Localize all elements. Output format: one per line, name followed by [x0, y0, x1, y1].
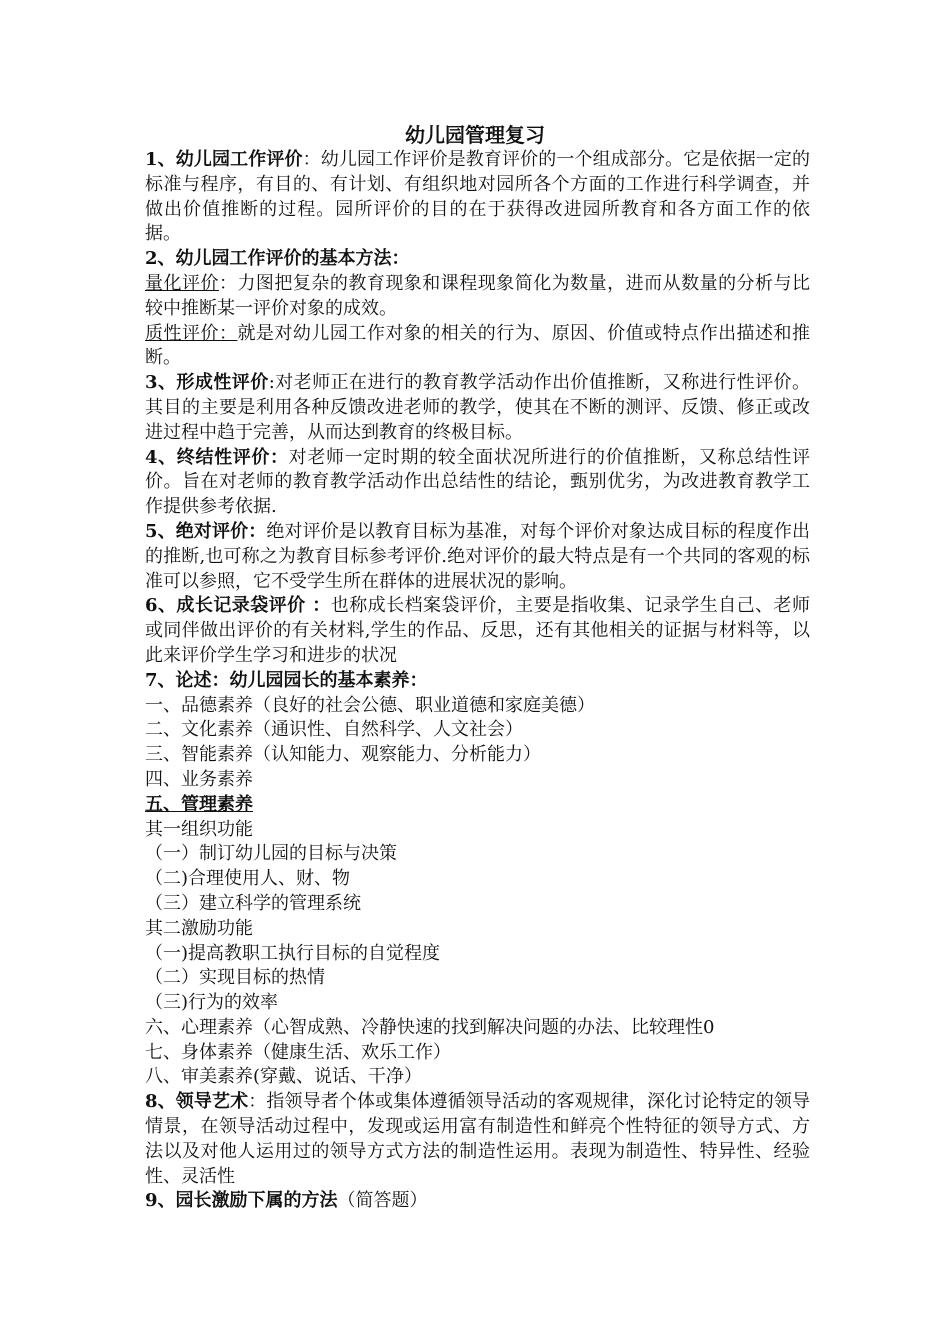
qualitative-label: 质性评价： [145, 322, 238, 344]
quantitative-text: ：力图把复杂的教育现象和课程现象简化为数量，进而从数量的分析与比较中推断某一评价对象的成效。 [145, 272, 811, 319]
section-9-text: （简答题） [337, 1190, 428, 1212]
qualitative-text: 就是对幼儿园工作对象的相关的行为、原因、价值或特点作出描述和推断。 [145, 322, 811, 369]
section-9-heading: 9、园长激励下属的方法 [145, 1190, 338, 1212]
list-item: （二)合理使用人、财、物 [145, 868, 351, 890]
section-8 [145, 1090, 810, 1189]
list-item: 四、业务素养 [145, 768, 253, 790]
section-4-text: 对老师一定时期的较全面状况所进行的价值推断，又称总结性评价。旨在对老师的教育教学活动作出总结性的结论，甄别优劣，为改进教育教学工作提供参考依据. [145, 446, 811, 518]
section-2-heading: 2、幼儿园工作评价的基本方法： [145, 248, 410, 270]
section-8-heading: 8、领导艺术 [145, 1091, 249, 1113]
page-title: 幼儿园管理复习 [405, 123, 545, 147]
section-5-text: 绝对评价是以教育目标为基准，对每个评价对象达成目标的程度作出的推断,也可称之为教育目标参考评价.绝对评价的最大特点是有一个共同的客观的标准可以参照，它不受学生所在群体的进展状况的影响。 [145, 520, 811, 592]
section-1-text: ：幼儿园工作评价是教育评价的一个组成部分。它是依据一定的标准与程序，有目的、有计划、有组织地对园所各个方面的工作进行科学调查，并做出价值推断的过程。园所评价的目的在于获得改进园所教育和各方面工作的依据。 [145, 149, 811, 245]
section-7-heading: 7、论述：幼儿园园长的基本素养： [145, 669, 428, 691]
list-item: 六、心理素养（心智成熟、冷静快速的找到解决问题的办法、比较理性0 [145, 1016, 715, 1038]
section-9 [145, 1189, 810, 1214]
list-item: （一）制订幼儿园的目标与决策 [145, 843, 397, 865]
list-item: 其一组织功能 [145, 818, 253, 840]
list-item: 其二激励功能 [145, 917, 253, 939]
list-item: （二）实现目标的热情 [145, 967, 325, 989]
list-item: 三、智能素养（认知能力、观察能力、分析能力） [145, 744, 541, 766]
section-8-text: ：指领导者个体或集体遵循领导活动的客观规律，深化讨论特定的领导情景，在领导活动过程中，发现或运用富有制造性和鲜亮个性特征的领导方式、方法以及对他人运用过的领导方式方法的制造性运用。表现为制造性、特异性、经验性、灵活性 [145, 1091, 811, 1187]
document-body [145, 148, 810, 1214]
qualitative-evaluation [145, 322, 810, 372]
section-3-text: :对老师正在进行的教育教学活动作出价值推断，又称进行性评价。其目的主要是利用各种反馈改进老师的教学，使其在不断的测评、反馈、修正或改进过程中趋于完善，从而达到教育的终极目标。 [145, 372, 810, 443]
section-4 [145, 446, 810, 520]
section-5 [145, 520, 810, 594]
section-3 [145, 371, 810, 445]
list-item: 八、审美素养(穿戴、说话、干净） [145, 1066, 423, 1088]
section-1 [145, 148, 810, 247]
section-6 [145, 594, 810, 668]
list-item: （一)提高教职工执行目标的自觉程度 [145, 942, 441, 964]
list-item: （三)行为的效率 [145, 992, 279, 1014]
section-6-heading: 6、成长记录袋评价 ： [145, 595, 331, 617]
section-6-text: 也称成长档案袋评价，主要是指收集、记录学生自己、老师或同伴做出评价的有关材料,学生的作品、反思，还有其他相关的证据与材料等，以此来评价学生学习和进步的状况 [145, 595, 810, 666]
section-3-heading: 3、形成性评价 [145, 372, 269, 394]
section-4-heading: 4、终结性评价： [145, 446, 289, 468]
management-heading: 五、管理素养 [145, 793, 253, 815]
section-5-heading: 5、绝对评价： [145, 520, 267, 542]
quantitative-label: 量化评价 [145, 272, 219, 294]
list-item: 七、身体素养（健康生活、欢乐工作） [145, 1041, 451, 1063]
list-item: 二、文化素养（通识性、自然科学、人文社会） [145, 719, 523, 741]
list-item: （三）建立科学的管理系统 [145, 892, 361, 914]
list-item: 一、品德素养（良好的社会公德、职业道德和家庭美德） [145, 694, 595, 716]
quantitative-evaluation [145, 272, 810, 322]
section-1-heading: 1、幼儿园工作评价 [145, 149, 303, 170]
